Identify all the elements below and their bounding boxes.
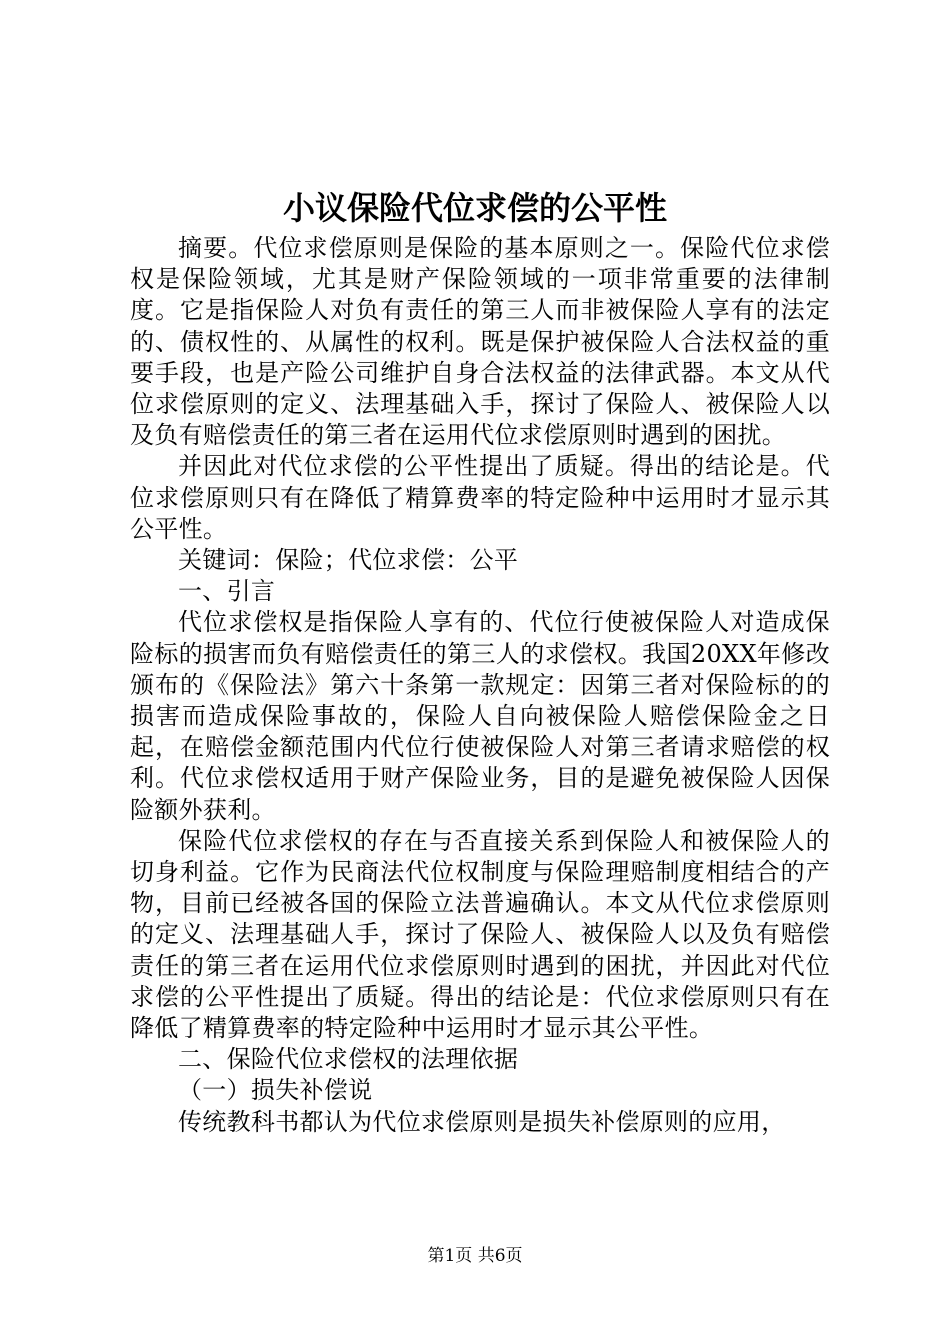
section-heading-introduction: 一、引言 — [178, 577, 276, 606]
body-paragraph: 代位求偿权是指保险人享有的、代位行使被保险人对造成保险标的损害而负有赔偿责任的第三人的求偿权。我国20XX年修改颁布的《保险法》第六十条第一款规定：因第三者对保险标的的损害而造成保险事故的，保险人自向被保险人赔偿保险金之日起，在赔偿金额范围内代位行使被保险人对第三者请求赔偿的权利。代位求偿权适用于财产保险业务，目的是避免被保险人因保险额外获利。 — [130, 608, 830, 824]
document-body — [130, 233, 830, 1138]
body-paragraph: 传统教科书都认为代位求偿原则是损失补偿原则的应用， — [178, 1107, 786, 1136]
abstract-continuation-paragraph: 并因此对代位求偿的公平性提出了质疑。得出的结论是。代位求偿原则只有在降低了精算费率的特定险种中运用时才显示其公平性。 — [130, 452, 830, 543]
body-paragraph: 保险代位求偿权的存在与否直接关系到保险人和被保险人的切身利益。它作为民商法代位权制度与保险理赔制度相结合的产物，目前已经被各国的保险立法普遍确认。本文从代位求偿原则的定义、法理基础人手，探讨了保险人、被保险人以及负有赔偿责任的第三者在运用代位求偿原则时遇到的困扰，并因此对代位求偿的公平性提出了质疑。得出的结论是：代位求偿原则只有在降低了精算费率的特定险种中运用时才显示其公平性。 — [130, 826, 830, 1043]
abstract-paragraph: 摘要。代位求偿原则是保险的基本原则之一。保险代位求偿权是保险领域，尤其是财产保险领域的一项非常重要的法律制度。它是指保险人对负有责任的第三人而非被保险人享有的法定的、债权性的、从属性的权利。既是保护被保险人合法权益的重要手段，也是产险公司维护自身合法权益的法律武器。本文从代位求偿原则的定义、法理基础入手，探讨了保险人、被保险人以及负有赔偿责任的第三者在运用代位求偿原则时遇到的困扰。 — [130, 234, 830, 450]
document-title: 小议保险代位求偿的公平性 — [282, 189, 667, 227]
page-number-footer: 第1页 共6页 — [427, 1246, 523, 1266]
section-heading-legal-basis: 二、保险代位求偿权的法理依据 — [178, 1045, 519, 1074]
subsection-heading-loss-compensation: （一）损失补偿说 — [178, 1076, 373, 1105]
keywords-line: 关键词：保险；代位求偿：公平 — [178, 546, 519, 575]
